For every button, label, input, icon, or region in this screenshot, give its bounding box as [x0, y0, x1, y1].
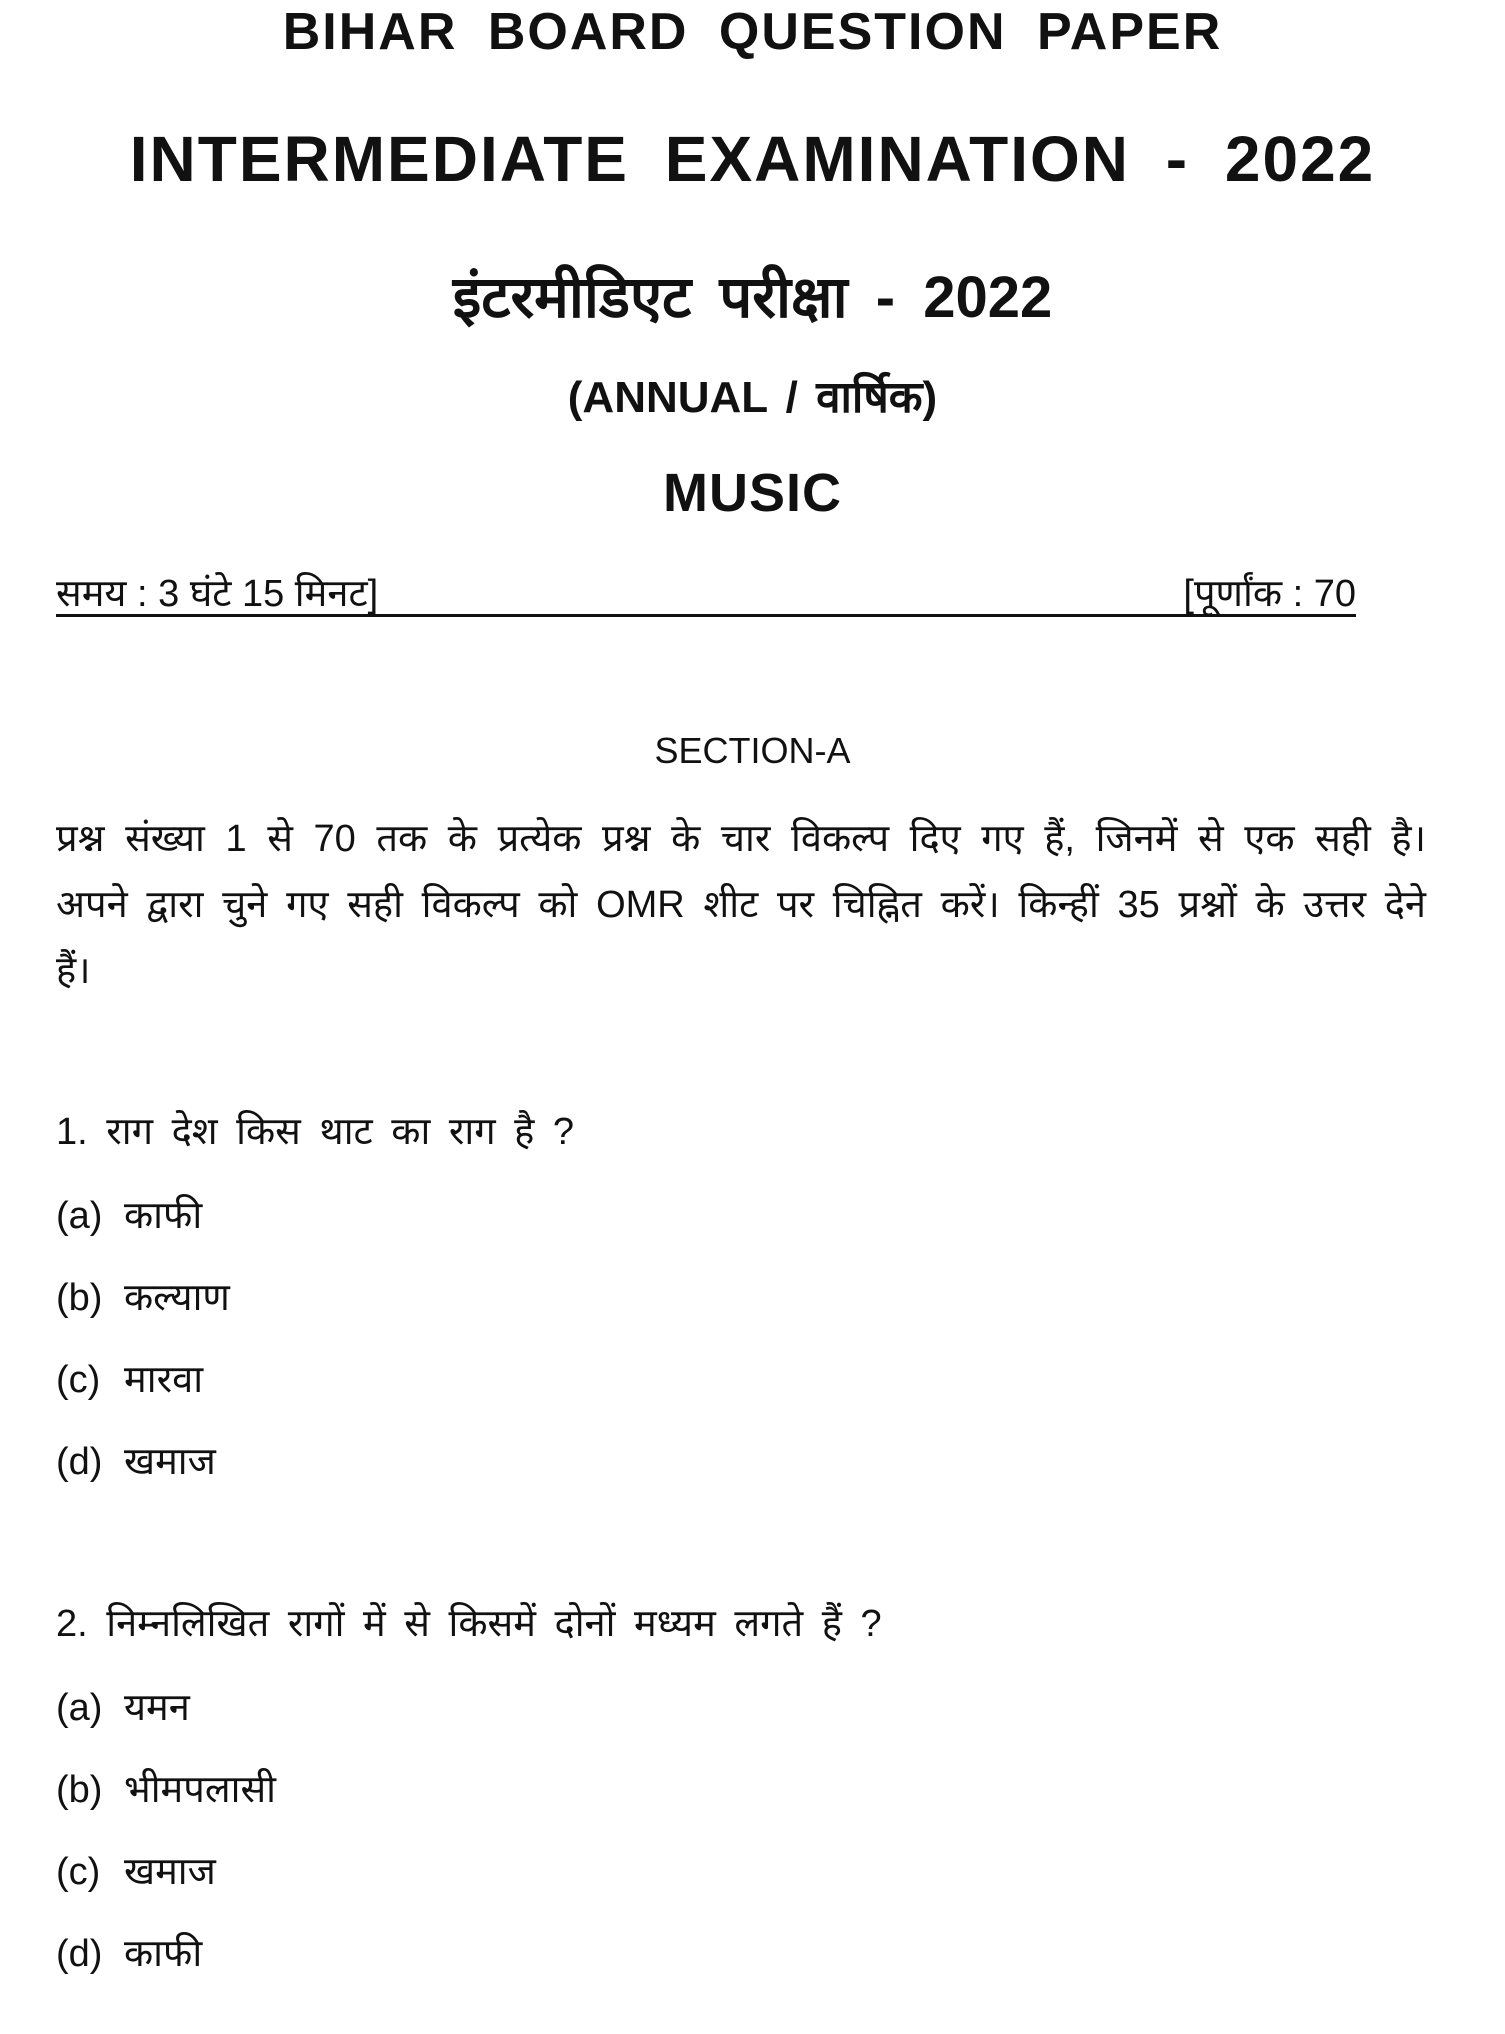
time-allowed: समय : 3 घंटे 15 मिनट] [56, 573, 379, 615]
full-marks: [पूर्णांक : 70 [1183, 573, 1356, 615]
option-label: (a) [56, 1195, 103, 1237]
option-text: खमाज [124, 1441, 216, 1483]
option-label: (c) [56, 1851, 101, 1893]
question-1-option-d [56, 1434, 216, 1486]
question-2-option-b [56, 1762, 276, 1814]
option-text: भीमपलासी [124, 1769, 277, 1811]
question-2: 2. निम्नलिखित रागों में से किसमें दोनों मध्यम लगते हैं ? [56, 1603, 882, 1645]
option-text: खमाज [124, 1851, 216, 1893]
option-text: मारवा [124, 1359, 204, 1401]
option-text: काफी [124, 1933, 203, 1975]
exam-title-english: INTERMEDIATE EXAMINATION - 2022 [129, 123, 1376, 195]
question-2-option-c [56, 1844, 216, 1896]
option-label: (a) [56, 1687, 103, 1729]
question-1-option-c [56, 1352, 203, 1404]
board-title: BIHAR BOARD QUESTION PAPER [282, 3, 1223, 61]
subject-title: MUSIC [663, 463, 842, 523]
option-label: (d) [56, 1933, 103, 1975]
question-2-option-d [56, 1926, 202, 1978]
exam-title-hindi: इंटरमीडिएट परीक्षा - 2022 [452, 265, 1053, 330]
option-text: यमन [124, 1687, 190, 1729]
question-1: 1. राग देश किस थाट का राग है ? [56, 1111, 575, 1153]
option-label: (b) [56, 1769, 103, 1811]
option-text: कल्याण [124, 1277, 230, 1319]
option-text: काफी [124, 1195, 203, 1237]
option-label: (d) [56, 1441, 103, 1483]
question-1-option-b [56, 1270, 230, 1322]
question-2-option-a [56, 1680, 190, 1732]
instructions: प्रश्न संख्या 1 से 70 तक के प्रत्येक प्रश्न के चार विकल्प दिए गए हैं, जिनमें से एक सही है। अपने द्वारा चुने गए सही विकल्प को OMR शीट पर चिह्नित करें। किन्हीं 35 प्रश्नों के उत्तर देने हैं। [56, 818, 1426, 992]
time-marks-bar [56, 566, 1356, 617]
section-heading: SECTION-A [654, 730, 851, 771]
option-label: (c) [56, 1359, 101, 1401]
option-label: (b) [56, 1277, 103, 1319]
question-1-option-a [56, 1188, 202, 1240]
exam-type: (ANNUAL / वार्षिक) [567, 373, 938, 422]
